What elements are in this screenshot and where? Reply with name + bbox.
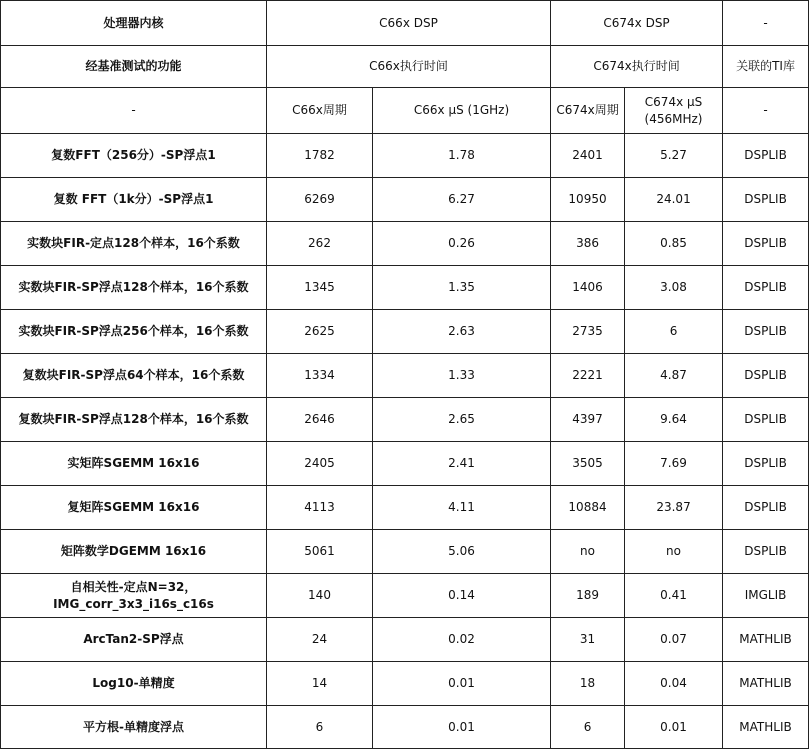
cell-c674x-us: 5.27 — [625, 134, 723, 178]
cell-c674x-cycles: 10950 — [551, 178, 625, 222]
cell-c66x-cycles: 5061 — [267, 530, 373, 574]
cell-c66x-cycles: 6 — [267, 706, 373, 749]
cell-c66x-cycles: 4113 — [267, 486, 373, 530]
cell-c66x-cycles: 140 — [267, 574, 373, 618]
table-row — [1, 530, 809, 574]
table-row — [1, 222, 809, 266]
cell-ti-library: DSPLIB — [723, 530, 809, 574]
cell-c674x-cycles: 10884 — [551, 486, 625, 530]
cell-c674x-us: 3.08 — [625, 266, 723, 310]
cell-c674x-cycles: 4397 — [551, 398, 625, 442]
cell-c66x-us: 0.14 — [373, 574, 551, 618]
cell-c674x-us: 23.87 — [625, 486, 723, 530]
table-row — [1, 134, 809, 178]
cell-c66x-us: 0.01 — [373, 662, 551, 706]
cell-c66x-cycles: 1345 — [267, 266, 373, 310]
cell-c674x-us: 0.41 — [625, 574, 723, 618]
cell-function-name: 矩阵数学DGEMM 16x16 — [1, 530, 267, 574]
cell-c66x-cycles: 14 — [267, 662, 373, 706]
cell-c66x-cycles: 1334 — [267, 354, 373, 398]
cell-c66x-us: 2.65 — [373, 398, 551, 442]
cell-ti-library: IMGLIB — [723, 574, 809, 618]
cell-c674x-cycles: 18 — [551, 662, 625, 706]
cell-c66x-us: 1.33 — [373, 354, 551, 398]
cell-c66x-us: 0.02 — [373, 618, 551, 662]
cell-ti-library: MATHLIB — [723, 618, 809, 662]
header-c674x-us: C674x μS (456MHz) — [625, 88, 723, 134]
cell-ti-library: MATHLIB — [723, 662, 809, 706]
header-function-placeholder: - — [1, 88, 267, 134]
cell-c66x-us: 1.78 — [373, 134, 551, 178]
header-c66x-exec-time: C66x执行时间 — [267, 46, 551, 88]
cell-ti-library: DSPLIB — [723, 134, 809, 178]
header-c674x-cycles: C674x周期 — [551, 88, 625, 134]
cell-c66x-cycles: 2625 — [267, 310, 373, 354]
cell-ti-library: DSPLIB — [723, 266, 809, 310]
cell-ti-library: DSPLIB — [723, 310, 809, 354]
header-row-units — [1, 88, 809, 134]
header-processor-core: 处理器内核 — [1, 1, 267, 46]
cell-function-name: ArcTan2-SP浮点 — [1, 618, 267, 662]
cell-c66x-cycles: 1782 — [267, 134, 373, 178]
cell-c66x-cycles: 262 — [267, 222, 373, 266]
cell-function-name: 实数块FIR-SP浮点128个样本，16个系数 — [1, 266, 267, 310]
table-row — [1, 486, 809, 530]
cell-c674x-us: 4.87 — [625, 354, 723, 398]
cell-c674x-cycles: 2401 — [551, 134, 625, 178]
table-row — [1, 574, 809, 618]
header-c66x-us: C66x μS (1GHz) — [373, 88, 551, 134]
cell-c66x-us: 5.06 — [373, 530, 551, 574]
cell-function-name: 平方根-单精度浮点 — [1, 706, 267, 749]
cell-c674x-us: 9.64 — [625, 398, 723, 442]
cell-ti-library: DSPLIB — [723, 486, 809, 530]
header-c674x-dsp: C674x DSP — [551, 1, 723, 46]
cell-c674x-cycles: 2221 — [551, 354, 625, 398]
header-c66x-dsp: C66x DSP — [267, 1, 551, 46]
cell-function-name: 复数块FIR-SP浮点64个样本，16个系数 — [1, 354, 267, 398]
cell-c674x-us: 24.01 — [625, 178, 723, 222]
cell-function-name: 实数块FIR-定点128个样本，16个系数 — [1, 222, 267, 266]
cell-function-name: 实数块FIR-SP浮点256个样本，16个系数 — [1, 310, 267, 354]
cell-function-name: 复数FFT（256分）-SP浮点1 — [1, 134, 267, 178]
cell-function-name: 自相关性-定点N=32， IMG_corr_3x3_i16s_c16s — [1, 574, 267, 618]
table-row — [1, 618, 809, 662]
table-row — [1, 398, 809, 442]
cell-c66x-us: 4.11 — [373, 486, 551, 530]
cell-c66x-us: 0.01 — [373, 706, 551, 749]
cell-function-name: 复矩阵SGEMM 16x16 — [1, 486, 267, 530]
header-c674x-exec-time: C674x执行时间 — [551, 46, 723, 88]
cell-ti-library: MATHLIB — [723, 706, 809, 749]
cell-ti-library: DSPLIB — [723, 398, 809, 442]
cell-c674x-cycles: 6 — [551, 706, 625, 749]
cell-c674x-us: 0.85 — [625, 222, 723, 266]
cell-c674x-cycles: no — [551, 530, 625, 574]
cell-ti-library: DSPLIB — [723, 178, 809, 222]
cell-c66x-us: 1.35 — [373, 266, 551, 310]
cell-c674x-us: 7.69 — [625, 442, 723, 486]
table-row — [1, 178, 809, 222]
table-row — [1, 354, 809, 398]
cell-ti-library: DSPLIB — [723, 222, 809, 266]
cell-c674x-cycles: 1406 — [551, 266, 625, 310]
cell-c66x-cycles: 6269 — [267, 178, 373, 222]
cell-c674x-us: 0.01 — [625, 706, 723, 749]
header-c66x-cycles: C66x周期 — [267, 88, 373, 134]
table-row — [1, 706, 809, 749]
cell-c674x-us: 6 — [625, 310, 723, 354]
header-row-function — [1, 46, 809, 88]
table-row — [1, 442, 809, 486]
header-lib-placeholder: - — [723, 88, 809, 134]
cell-c674x-cycles: 31 — [551, 618, 625, 662]
cell-c66x-cycles: 2405 — [267, 442, 373, 486]
cell-c674x-us: 0.07 — [625, 618, 723, 662]
cell-function-name: 复数 FFT（1k分）-SP浮点1 — [1, 178, 267, 222]
cell-c674x-us: 0.04 — [625, 662, 723, 706]
cell-function-name: 实矩阵SGEMM 16x16 — [1, 442, 267, 486]
cell-c66x-us: 0.26 — [373, 222, 551, 266]
cell-ti-library: DSPLIB — [723, 442, 809, 486]
cell-c66x-cycles: 24 — [267, 618, 373, 662]
cell-c674x-cycles: 386 — [551, 222, 625, 266]
cell-function-name: Log10-单精度 — [1, 662, 267, 706]
header-row-processor — [1, 1, 809, 46]
cell-c66x-us: 2.41 — [373, 442, 551, 486]
table-row — [1, 266, 809, 310]
header-library-placeholder: - — [723, 1, 809, 46]
cell-c66x-us: 2.63 — [373, 310, 551, 354]
header-benchmarked-function: 经基准测试的功能 — [1, 46, 267, 88]
cell-c674x-us: no — [625, 530, 723, 574]
table-row — [1, 310, 809, 354]
cell-c66x-us: 6.27 — [373, 178, 551, 222]
cell-c66x-cycles: 2646 — [267, 398, 373, 442]
header-ti-library: 关联的TI库 — [723, 46, 809, 88]
cell-ti-library: DSPLIB — [723, 354, 809, 398]
cell-function-name: 复数块FIR-SP浮点128个样本，16个系数 — [1, 398, 267, 442]
cell-c674x-cycles: 2735 — [551, 310, 625, 354]
table-row — [1, 662, 809, 706]
cell-c674x-cycles: 189 — [551, 574, 625, 618]
cell-c674x-cycles: 3505 — [551, 442, 625, 486]
